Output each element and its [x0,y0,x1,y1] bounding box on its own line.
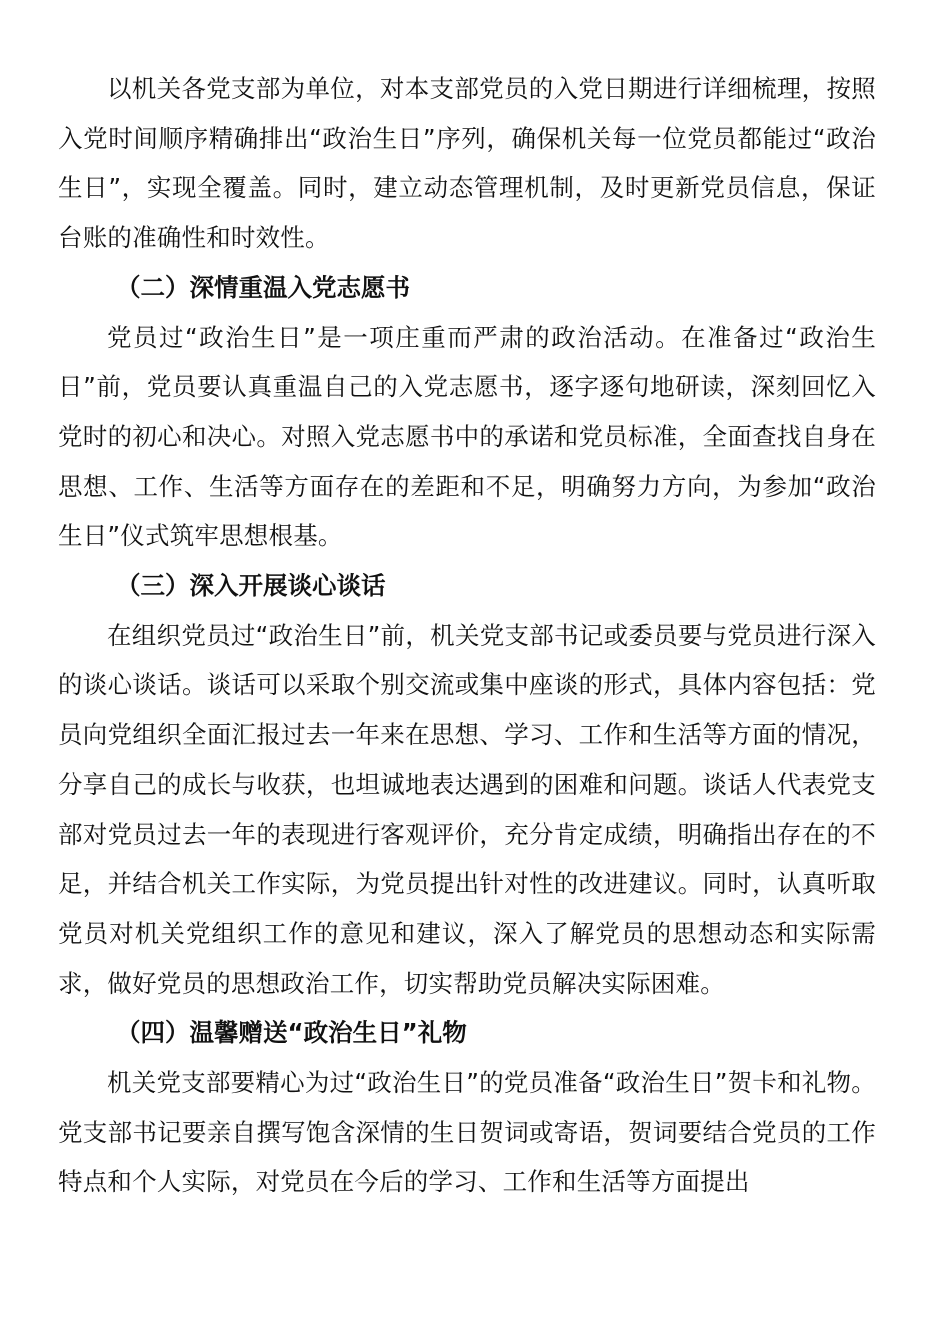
paragraph-oath-review: 党员过“政治生日”是一项庄重而严肃的政治活动。在准备过“政治生日”前，党员要认真重温自己的入党志愿书，逐字逐句地研读，深刻回忆入党时的初心和决心。对照入党志愿书中的承诺和党员标准，全面查找自身在思想、工作、生活等方面存在的差距和不足，明确努力方向，为参加“政治生日”仪式筑牢思想根基。 [58,322,876,551]
section-heading-3: （三）深入开展谈心谈话 [116,571,386,601]
paragraph-ledger: 以机关各党支部为单位，对本支部党员的入党日期进行详细梳理，按照入党时间顺序精确排出“政治生日”序列，确保机关每一位党员都能过“政治生日”，实现全覆盖。同时，建立动态管理机制，及时更新党员信息，保证台账的准确性和时效性。 [58,74,876,253]
section-heading-4: （四）温馨赠送“政治生日”礼物 [116,1018,467,1048]
paragraph-heart-talk: 在组织党员过“政治生日”前，机关党支部书记或委员要与党员进行深入的谈心谈话。谈话可以采取个别交流或集中座谈的形式，具体内容包括：党员向党组织全面汇报过去一年来在思想、学习、工作和生活等方面的情况，分享自己的成长与收获，也坦诚地表达遇到的困难和问题。谈话人代表党支部对党员过去一年的表现进行客观评价，充分肯定成绩，明确指出存在的不足，并结合机关工作实际，为党员提出针对性的改进建议。同时，认真听取党员对机关党组织工作的意见和建议，深入了解党员的思想动态和实际需求，做好党员的思想政治工作，切实帮助党员解决实际困难。 [58,620,876,998]
document-body [58,64,876,1207]
section-heading-2: （二）深情重温入党志愿书 [116,272,410,302]
paragraph-gift: 机关党支部要精心为过“政治生日”的党员准备“政治生日”贺卡和礼物。党支部书记要亲自撰写饱含深情的生日贺词或寄语，贺词要结合党员的工作特点和个人实际，对党员在今后的学习、工作和生活等方面提出 [58,1068,876,1197]
